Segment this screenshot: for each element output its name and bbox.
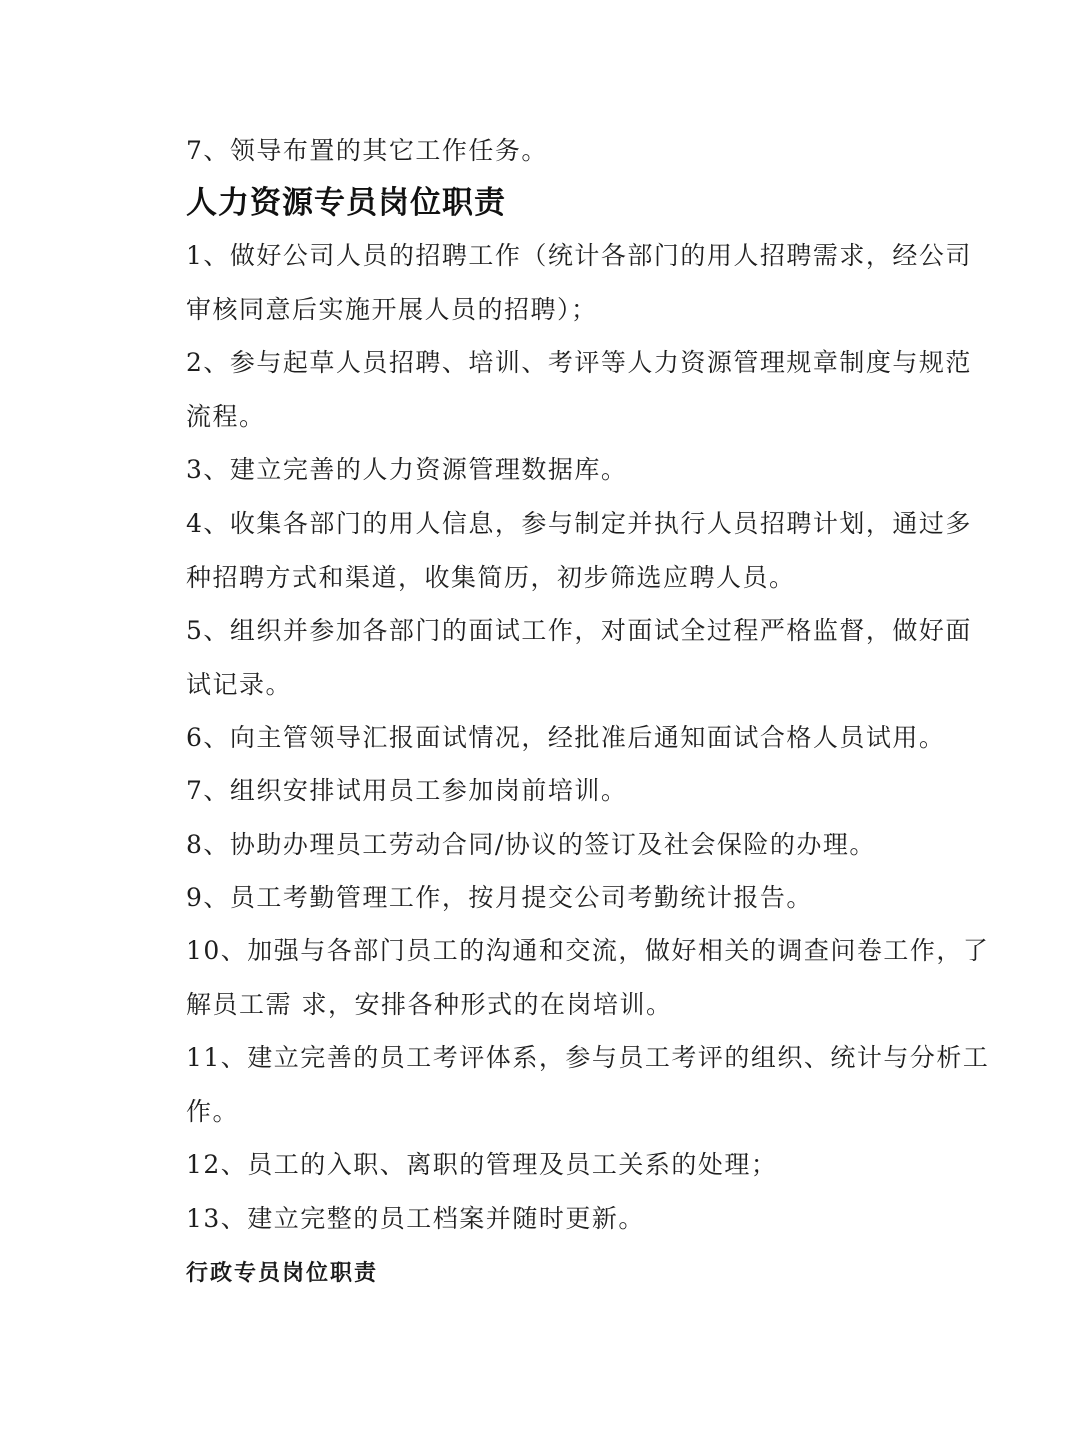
list-item-line: 6、向主管领导汇报面试情况，经批准后通知面试合格人员试用。 [186,723,946,752]
list-item-line: 5、组织并参加各部门的面试工作，对面试全过程严格监督，做好面 [186,616,972,645]
list-item-line: 13、建立完整的员工档案并随时更新。 [186,1204,645,1233]
list-item-line: 7、组织安排试用员工参加岗前培训。 [186,776,628,805]
prev-list-item: 7、领导布置的其它工作任务。 [186,136,548,165]
section-title-hr-specialist: 人力资源专员岗位职责 [186,185,506,221]
list-item-line: 审核同意后实施开展人员的招聘）； [186,295,598,324]
list-item-line: 流程。 [186,402,266,431]
list-item-line: 种招聘方式和渠道，收集简历，初步筛选应聘人员。 [186,563,796,592]
list-item-line: 3、建立完善的人力资源管理数据库。 [186,455,628,484]
list-item-line: 8、协助办理员工劳动合同/协议的签订及社会保险的办理。 [186,830,876,859]
list-item-line: 11、建立完善的员工考评体系，参与员工考评的组织、统计与分析工 [186,1043,990,1072]
list-item-line: 1、做好公司人员的招聘工作（统计各部门的用人招聘需求，经公司 [186,241,972,270]
section-title-admin-specialist: 行政专员岗位职责 [186,1260,379,1286]
list-item-line: 解员工需 求，安排各种形式的在岗培训。 [186,990,673,1019]
list-item-line: 2、参与起草人员招聘、培训、考评等人力资源管理规章制度与规范 [186,348,972,377]
list-item-line: 10、加强与各部门员工的沟通和交流，做好相关的调查问卷工作，了 [186,936,990,965]
list-item-line: 4、收集各部门的用人信息，参与制定并执行人员招聘计划，通过多 [186,509,972,538]
list-item-line: 作。 [186,1097,240,1126]
list-item-line: 9、员工考勤管理工作，按月提交公司考勤统计报告。 [186,883,813,912]
list-item-line: 12、员工的入职、离职的管理及员工关系的处理； [186,1150,778,1179]
list-item-line: 试记录。 [186,670,293,699]
